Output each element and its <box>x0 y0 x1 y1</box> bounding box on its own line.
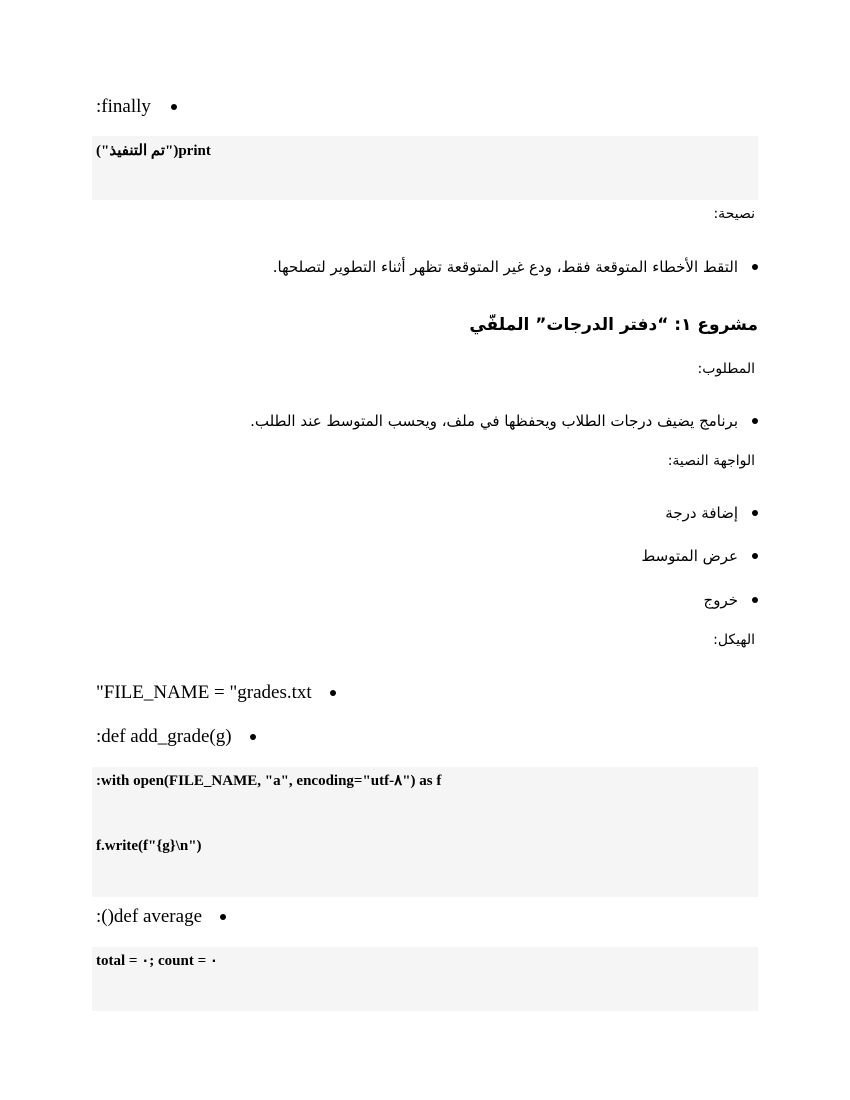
code-line-total-count: total = ٠; count = ٠ <box>96 953 218 969</box>
menu-item-show-average <box>641 547 758 565</box>
required-label: المطلوب: <box>697 361 755 377</box>
menu-item-text: إضافة درجة <box>665 504 738 522</box>
bullet-dot <box>752 264 758 270</box>
code-line-with-open: :with open(FILE_NAME, "a", encoding="utf-٨") as f <box>96 773 442 789</box>
bullet-dot <box>752 553 758 559</box>
bullet-dot <box>171 104 177 110</box>
interface-label: الواجهة النصية: <box>667 453 755 469</box>
menu-item-text: خروج <box>703 591 738 609</box>
menu-item-text: عرض المتوسط <box>641 547 738 565</box>
bullet-dot <box>752 597 758 603</box>
tip-bullet-text: التقط الأخطاء المتوقعة فقط، ودع غير المتوقعة تظهر أثناء التطوير لتصلحها. <box>272 258 738 276</box>
finally-item <box>96 96 177 118</box>
file-name-item <box>96 682 336 704</box>
def-add-grade-text: :def add_grade(g) <box>96 726 232 747</box>
finally-text: :finally <box>96 96 151 117</box>
def-average-text: :()def average <box>96 906 203 927</box>
file-name-text: "FILE_NAME = "grades.txt <box>96 682 312 703</box>
bullet-dot <box>752 418 758 424</box>
bullet-dot <box>250 734 256 740</box>
def-average-item <box>96 906 226 928</box>
structure-label: الهيكل: <box>713 632 755 648</box>
tip-bullet <box>273 258 758 276</box>
code-line-print: ("تم التنفيذ")print <box>96 143 211 159</box>
required-bullet-text: برنامج يضيف درجات الطلاب ويحفظها في ملف، ويحسب المتوسط عند الطلب. <box>250 412 738 430</box>
def-add-grade-item <box>96 726 256 748</box>
tip-label: نصيحة: <box>713 206 755 222</box>
required-bullet <box>250 412 758 430</box>
code-line-write: f.write(f"{g}\n") <box>96 838 202 854</box>
menu-item-add-grade <box>665 504 758 522</box>
bullet-dot <box>330 690 336 696</box>
bullet-dot <box>220 914 226 920</box>
menu-item-exit <box>704 591 758 609</box>
bullet-dot <box>752 510 758 516</box>
project-heading: مشروع ١: “دفتر الدرجات” الملفّي <box>469 315 758 335</box>
